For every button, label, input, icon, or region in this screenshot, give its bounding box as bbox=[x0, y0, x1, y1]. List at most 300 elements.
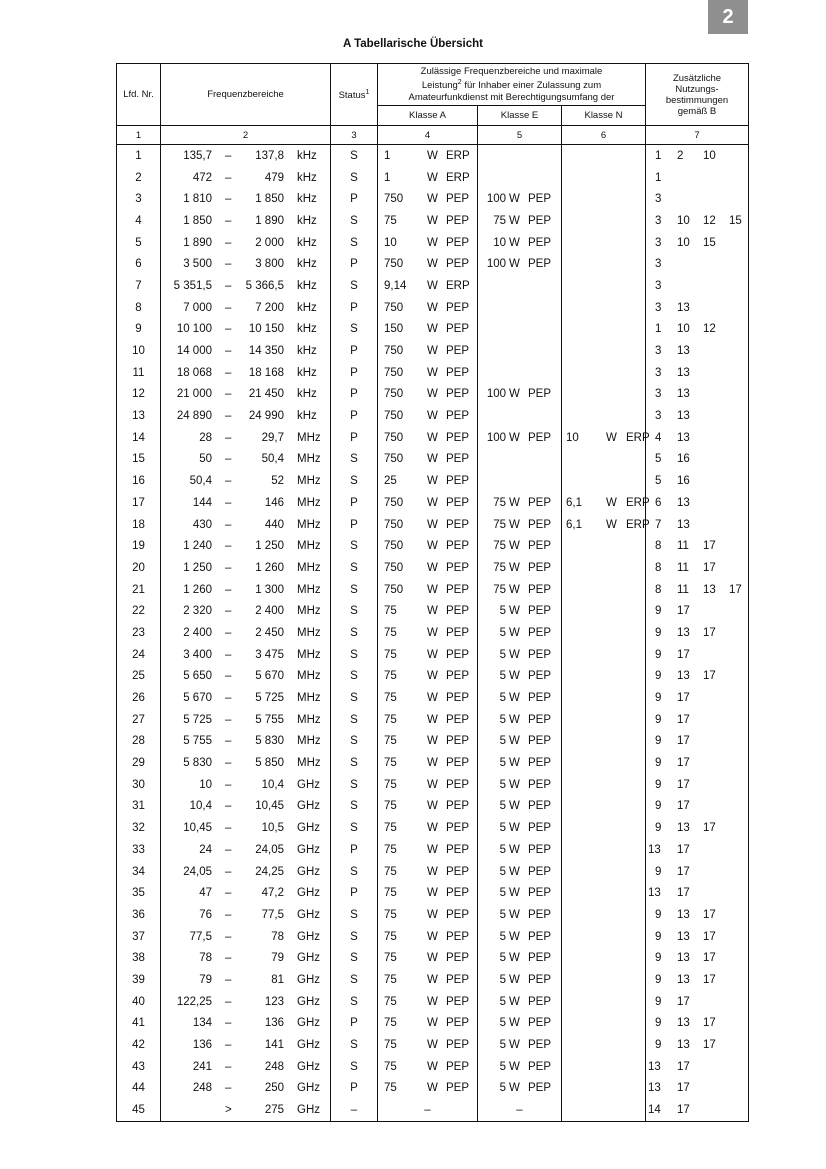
power-klasse-n-cell bbox=[562, 210, 646, 232]
power-klasse-e bbox=[478, 947, 561, 969]
bestimmung-ref: 17 bbox=[677, 735, 690, 748]
row-number: 43 bbox=[117, 1056, 161, 1078]
header-zulaessige-line2b: für Inhaber einer Zulassung zum bbox=[461, 80, 602, 92]
power-klasse-a-cell bbox=[378, 405, 478, 427]
power-klasse-e bbox=[478, 796, 561, 818]
frequency-lower: 5 755 bbox=[183, 735, 212, 748]
power-klasse-e-mode: PEP bbox=[528, 930, 552, 943]
power-klasse-e-watt: W bbox=[509, 1060, 520, 1073]
power-klasse-a-watt: W bbox=[427, 930, 438, 943]
bestimmung-ref: 14 bbox=[648, 1104, 661, 1117]
power-klasse-e-watt: W bbox=[509, 692, 520, 705]
status-cell: S bbox=[331, 666, 378, 688]
power-klasse-a-cell bbox=[378, 297, 478, 319]
table-row bbox=[117, 687, 749, 709]
bestimmungen bbox=[646, 1013, 748, 1035]
bestimmung-ref: 13 bbox=[677, 518, 690, 531]
column-number-6: 6 bbox=[562, 126, 646, 145]
power-klasse-a-watt: W bbox=[427, 561, 438, 574]
power-klasse-n-cell bbox=[562, 319, 646, 341]
frequency-unit: MHz bbox=[297, 540, 321, 553]
frequency-unit: MHz bbox=[297, 626, 321, 639]
power-klasse-e-value: 100 bbox=[486, 193, 506, 206]
table-row bbox=[117, 622, 749, 644]
power-klasse-a-cell bbox=[378, 817, 478, 839]
power-klasse-e bbox=[478, 492, 561, 514]
power-klasse-a bbox=[378, 861, 477, 883]
frequency-range-cell bbox=[161, 926, 331, 948]
table-row bbox=[117, 644, 749, 666]
bestimmung-ref: 17 bbox=[703, 561, 716, 574]
power-klasse-e bbox=[478, 839, 561, 861]
power-klasse-a-value: 75 bbox=[384, 757, 397, 770]
bestimmung-ref: 17 bbox=[729, 583, 742, 596]
bestimmungen-cell bbox=[646, 275, 749, 297]
frequency-range-cell bbox=[161, 622, 331, 644]
power-klasse-e-value: 5 bbox=[499, 1017, 506, 1030]
power-klasse-e-cell bbox=[478, 947, 562, 969]
power-klasse-a bbox=[378, 492, 477, 514]
power-klasse-e bbox=[478, 926, 561, 948]
power-klasse-e-cell bbox=[478, 492, 562, 514]
power-klasse-a-cell bbox=[378, 796, 478, 818]
power-klasse-e bbox=[478, 1013, 561, 1035]
power-klasse-e-value: 75 bbox=[493, 583, 506, 596]
bestimmung-ref: 9 bbox=[655, 822, 662, 835]
power-klasse-e-cell bbox=[478, 644, 562, 666]
range-separator: – bbox=[225, 605, 232, 618]
power-klasse-n-cell bbox=[562, 1013, 646, 1035]
bestimmungen bbox=[646, 839, 748, 861]
bestimmung-ref: 13 bbox=[677, 626, 690, 639]
power-klasse-e-mode: PEP bbox=[528, 692, 552, 705]
frequency-upper: 18 168 bbox=[248, 366, 284, 379]
bestimmungen-cell bbox=[646, 926, 749, 948]
row-number: 14 bbox=[117, 427, 161, 449]
power-klasse-n-cell bbox=[562, 188, 646, 210]
frequency-range bbox=[161, 145, 330, 167]
frequency-unit: GHz bbox=[297, 778, 320, 791]
power-klasse-n-cell bbox=[562, 796, 646, 818]
power-klasse-n-cell bbox=[562, 1056, 646, 1078]
frequency-unit: MHz bbox=[297, 496, 321, 509]
bestimmungen-cell bbox=[646, 167, 749, 189]
power-klasse-n-cell bbox=[562, 427, 650, 449]
status-cell: S bbox=[331, 622, 378, 644]
frequency-upper: 21 450 bbox=[248, 388, 284, 401]
frequency-upper: 10,45 bbox=[255, 800, 284, 813]
power-klasse-a-cell bbox=[378, 557, 478, 579]
frequency-upper: 5 725 bbox=[255, 692, 284, 705]
frequency-range bbox=[161, 709, 330, 731]
power-klasse-a bbox=[378, 275, 477, 297]
power-klasse-a-mode: PEP bbox=[446, 692, 470, 705]
power-klasse-a-cell bbox=[378, 449, 478, 471]
power-klasse-n-cell bbox=[562, 969, 646, 991]
bestimmung-ref: 10 bbox=[677, 236, 690, 249]
table-row bbox=[117, 384, 749, 406]
frequency-lower: 78 bbox=[199, 952, 212, 965]
power-klasse-a-watt: W bbox=[427, 323, 438, 336]
frequency-upper: 1 850 bbox=[255, 193, 284, 206]
power-klasse-a-mode: PEP bbox=[446, 865, 470, 878]
frequency-range-cell bbox=[161, 232, 331, 254]
power-klasse-n-cell bbox=[562, 731, 646, 753]
bestimmungen-cell bbox=[646, 687, 749, 709]
frequency-range bbox=[161, 514, 330, 536]
power-klasse-a-mode: PEP bbox=[446, 908, 470, 921]
bestimmung-ref: 1 bbox=[655, 323, 662, 336]
bestimmungen bbox=[646, 796, 748, 818]
power-klasse-e-cell bbox=[478, 969, 562, 991]
power-klasse-n bbox=[562, 492, 650, 514]
power-klasse-n-cell bbox=[562, 644, 646, 666]
bestimmungen-cell bbox=[646, 752, 749, 774]
power-klasse-a-mode: PEP bbox=[446, 453, 470, 466]
power-klasse-a-value: 25 bbox=[384, 475, 397, 488]
bestimmungen bbox=[646, 666, 748, 688]
frequency-lower: 2 320 bbox=[183, 605, 212, 618]
power-klasse-a bbox=[378, 579, 477, 601]
bestimmungen-cell bbox=[646, 514, 749, 536]
table-row bbox=[117, 731, 749, 753]
frequency-upper: 1 890 bbox=[255, 214, 284, 227]
frequency-unit: GHz bbox=[297, 843, 320, 856]
status-cell: P bbox=[331, 188, 378, 210]
power-klasse-e-value: 5 bbox=[499, 713, 506, 726]
power-klasse-a bbox=[378, 535, 477, 557]
power-klasse-a bbox=[378, 644, 477, 666]
status-cell: S bbox=[331, 232, 378, 254]
bestimmungen bbox=[646, 991, 748, 1013]
bestimmung-ref: 17 bbox=[677, 1060, 690, 1073]
power-klasse-e bbox=[478, 579, 561, 601]
row-number: 39 bbox=[117, 969, 161, 991]
frequency-table-body bbox=[117, 145, 749, 1122]
range-separator: > bbox=[225, 1104, 232, 1117]
power-klasse-a bbox=[378, 731, 477, 753]
bestimmung-ref: 13 bbox=[677, 908, 690, 921]
power-klasse-a-mode: PEP bbox=[446, 366, 470, 379]
bestimmung-ref: 13 bbox=[677, 1017, 690, 1030]
power-klasse-e-mode: PEP bbox=[528, 952, 552, 965]
frequency-range-cell bbox=[161, 1056, 331, 1078]
power-klasse-a-value: 75 bbox=[384, 735, 397, 748]
status-cell: S bbox=[331, 991, 378, 1013]
power-klasse-n-cell bbox=[562, 297, 646, 319]
frequency-upper: 50,4 bbox=[261, 453, 284, 466]
power-klasse-e-watt: W bbox=[509, 908, 520, 921]
frequency-range bbox=[161, 319, 330, 341]
bestimmung-ref: 13 bbox=[677, 366, 690, 379]
power-klasse-n-cell bbox=[562, 232, 646, 254]
frequency-range bbox=[161, 492, 330, 514]
power-klasse-e-cell bbox=[478, 709, 562, 731]
power-klasse-a-value: 75 bbox=[384, 713, 397, 726]
power-klasse-a-watt: W bbox=[427, 735, 438, 748]
power-klasse-e-watt: W bbox=[509, 670, 520, 683]
frequency-lower: 7 000 bbox=[183, 301, 212, 314]
power-klasse-a-watt: W bbox=[427, 366, 438, 379]
power-klasse-a-cell bbox=[378, 687, 478, 709]
power-klasse-e-value: 5 bbox=[499, 735, 506, 748]
power-klasse-e-value: 5 bbox=[499, 908, 506, 921]
bestimmung-ref: 13 bbox=[648, 1060, 661, 1073]
power-klasse-e-mode: PEP bbox=[528, 648, 552, 661]
power-klasse-e-cell bbox=[478, 1034, 562, 1056]
bestimmungen bbox=[646, 947, 748, 969]
bestimmungen bbox=[646, 340, 748, 362]
power-klasse-a-value: 1 bbox=[384, 149, 391, 162]
power-klasse-e-mode: PEP bbox=[528, 1060, 552, 1073]
power-klasse-a bbox=[378, 817, 477, 839]
frequency-upper: 1 300 bbox=[255, 583, 284, 596]
power-klasse-e bbox=[478, 752, 561, 774]
power-klasse-a-watt: W bbox=[427, 995, 438, 1008]
power-klasse-a-value: 75 bbox=[384, 626, 397, 639]
status-cell: P bbox=[331, 492, 378, 514]
frequency-range bbox=[161, 622, 330, 644]
bestimmungen bbox=[646, 1099, 748, 1121]
power-klasse-a-value: 750 bbox=[384, 258, 404, 271]
bestimmungen-cell bbox=[646, 622, 749, 644]
power-klasse-n-mode: ERP bbox=[626, 431, 650, 444]
bestimmungen-cell bbox=[646, 839, 749, 861]
power-klasse-e-mode: PEP bbox=[528, 214, 552, 227]
power-klasse-n bbox=[562, 427, 650, 449]
bestimmungen bbox=[646, 275, 748, 297]
frequency-upper: 1 260 bbox=[255, 561, 284, 574]
row-number: 8 bbox=[117, 297, 161, 319]
power-klasse-e-cell bbox=[478, 253, 562, 275]
bestimmung-ref: 9 bbox=[655, 778, 662, 791]
range-separator: – bbox=[225, 475, 232, 488]
frequency-range bbox=[161, 687, 330, 709]
power-klasse-e bbox=[478, 210, 561, 232]
frequency-unit: GHz bbox=[297, 1017, 320, 1030]
power-klasse-a-value: 750 bbox=[384, 453, 404, 466]
power-klasse-e-watt: W bbox=[509, 648, 520, 661]
power-klasse-a-value: 75 bbox=[384, 1082, 397, 1095]
power-klasse-e bbox=[478, 232, 561, 254]
bestimmung-ref: 9 bbox=[655, 735, 662, 748]
power-klasse-e-watt: W bbox=[509, 193, 520, 206]
power-klasse-e-watt: W bbox=[509, 1082, 520, 1095]
bestimmung-ref: 13 bbox=[677, 952, 690, 965]
frequency-range bbox=[161, 470, 330, 492]
frequency-lower: 10,45 bbox=[183, 822, 212, 835]
bestimmung-ref: 3 bbox=[655, 236, 662, 249]
power-klasse-a-mode: PEP bbox=[446, 475, 470, 488]
status-cell: S bbox=[331, 535, 378, 557]
bestimmungen-cell bbox=[646, 579, 749, 601]
power-klasse-e-mode: PEP bbox=[528, 973, 552, 986]
table-row bbox=[117, 839, 749, 861]
bestimmung-ref: 13 bbox=[677, 670, 690, 683]
bestimmung-ref: 17 bbox=[677, 1082, 690, 1095]
range-separator: – bbox=[225, 713, 232, 726]
frequency-range-cell bbox=[161, 600, 331, 622]
frequency-range-cell bbox=[161, 817, 331, 839]
bestimmung-ref: 8 bbox=[655, 561, 662, 574]
frequency-upper: 24 990 bbox=[248, 410, 284, 423]
frequency-range-cell bbox=[161, 362, 331, 384]
power-klasse-a-value: 75 bbox=[384, 800, 397, 813]
power-klasse-a-cell bbox=[378, 470, 478, 492]
power-klasse-e-cell bbox=[478, 427, 562, 449]
frequency-upper: 29,7 bbox=[261, 431, 284, 444]
power-klasse-e bbox=[478, 882, 561, 904]
power-klasse-n-watt: W bbox=[606, 496, 617, 509]
power-klasse-a bbox=[378, 926, 477, 948]
power-klasse-a-watt: W bbox=[427, 757, 438, 770]
power-klasse-a bbox=[378, 600, 477, 622]
bestimmung-ref: 15 bbox=[703, 236, 716, 249]
frequency-range-cell bbox=[161, 297, 331, 319]
power-klasse-a-watt: W bbox=[427, 1017, 438, 1030]
power-klasse-n-cell bbox=[562, 774, 646, 796]
power-klasse-a-mode: PEP bbox=[446, 995, 470, 1008]
frequency-lower: 10 100 bbox=[176, 323, 212, 336]
power-klasse-n-value: 6,1 bbox=[566, 518, 582, 531]
bestimmungen-cell bbox=[646, 188, 749, 210]
frequency-range bbox=[161, 449, 330, 471]
power-klasse-a-cell bbox=[378, 644, 478, 666]
power-klasse-e-watt: W bbox=[509, 952, 520, 965]
row-number: 45 bbox=[117, 1099, 161, 1121]
frequency-range bbox=[161, 666, 330, 688]
power-klasse-a-mode: PEP bbox=[446, 236, 470, 249]
power-klasse-e-value: 5 bbox=[499, 1060, 506, 1073]
row-number: 19 bbox=[117, 535, 161, 557]
row-number: 40 bbox=[117, 991, 161, 1013]
power-klasse-e-value: 5 bbox=[499, 692, 506, 705]
frequency-unit: GHz bbox=[297, 1082, 320, 1095]
frequency-unit: kHz bbox=[297, 345, 317, 358]
power-klasse-a bbox=[378, 752, 477, 774]
frequency-range-cell bbox=[161, 991, 331, 1013]
table-row bbox=[117, 470, 749, 492]
page-number-badge: 2 bbox=[708, 0, 748, 34]
frequency-upper: 136 bbox=[264, 1017, 284, 1030]
bestimmung-ref: 17 bbox=[677, 887, 690, 900]
frequency-range-cell bbox=[161, 1013, 331, 1035]
power-klasse-e-watt: W bbox=[509, 236, 520, 249]
power-klasse-a-cell bbox=[378, 904, 478, 926]
range-separator: – bbox=[225, 171, 232, 184]
range-separator: – bbox=[225, 323, 232, 336]
power-klasse-n-cell bbox=[562, 1099, 646, 1121]
table-row bbox=[117, 904, 749, 926]
power-klasse-a-cell bbox=[378, 752, 478, 774]
bestimmungen-cell bbox=[646, 1078, 749, 1100]
range-separator: – bbox=[225, 778, 232, 791]
frequency-lower: 5 670 bbox=[183, 692, 212, 705]
frequency-unit: GHz bbox=[297, 1039, 320, 1052]
frequency-upper: 141 bbox=[264, 1039, 284, 1052]
status-cell: S bbox=[331, 644, 378, 666]
power-klasse-a-value: 75 bbox=[384, 822, 397, 835]
power-klasse-a-mode: PEP bbox=[446, 1060, 470, 1073]
bestimmungen-cell bbox=[646, 297, 749, 319]
power-klasse-e-value: 75 bbox=[493, 214, 506, 227]
power-klasse-e-cell bbox=[478, 340, 562, 362]
frequency-range bbox=[161, 861, 330, 883]
power-klasse-e-mode: PEP bbox=[528, 1039, 552, 1052]
power-klasse-a-cell bbox=[378, 991, 478, 1013]
bestimmung-ref: 9 bbox=[655, 995, 662, 1008]
power-klasse-n-value: 10 bbox=[566, 431, 579, 444]
status-cell: S bbox=[331, 687, 378, 709]
bestimmungen bbox=[646, 188, 748, 210]
power-klasse-n-mode: ERP bbox=[626, 496, 650, 509]
power-klasse-a bbox=[378, 210, 477, 232]
frequency-unit: kHz bbox=[297, 388, 317, 401]
power-klasse-a-mode: PEP bbox=[446, 214, 470, 227]
row-number: 35 bbox=[117, 882, 161, 904]
power-klasse-n-cell bbox=[562, 492, 650, 514]
header-status-footnote: 1 bbox=[365, 89, 370, 97]
power-klasse-e bbox=[478, 384, 561, 406]
power-klasse-a-cell bbox=[378, 969, 478, 991]
bestimmung-ref: 17 bbox=[677, 800, 690, 813]
frequency-lower: 1 850 bbox=[183, 214, 212, 227]
frequency-unit: kHz bbox=[297, 301, 317, 314]
power-klasse-a-mode: ERP bbox=[446, 149, 470, 162]
frequency-range-cell bbox=[161, 644, 331, 666]
row-number: 37 bbox=[117, 926, 161, 948]
range-separator: – bbox=[225, 822, 232, 835]
range-separator: – bbox=[225, 540, 232, 553]
power-klasse-a-cell bbox=[378, 839, 478, 861]
header-zusaetzliche: Zusätzliche Nutzungs- bestimmungen gemäß B bbox=[646, 64, 749, 126]
power-klasse-e-watt: W bbox=[509, 214, 520, 227]
bestimmung-ref: 1 bbox=[655, 149, 662, 162]
power-klasse-e-watt: W bbox=[509, 561, 520, 574]
frequency-unit: MHz bbox=[297, 605, 321, 618]
header-klasse-a: Klasse A bbox=[378, 106, 478, 126]
status-cell: S bbox=[331, 275, 378, 297]
header-zulaessige bbox=[378, 64, 646, 106]
frequency-range-cell bbox=[161, 709, 331, 731]
bestimmungen bbox=[646, 969, 748, 991]
frequency-upper: 5 366,5 bbox=[245, 279, 284, 292]
frequency-range bbox=[161, 839, 330, 861]
power-klasse-a-value: 750 bbox=[384, 431, 404, 444]
power-klasse-e-cell bbox=[478, 731, 562, 753]
frequency-unit: GHz bbox=[297, 865, 320, 878]
power-klasse-a-cell bbox=[378, 535, 478, 557]
frequency-range bbox=[161, 579, 330, 601]
bestimmungen bbox=[646, 167, 748, 189]
frequency-upper: 1 250 bbox=[255, 540, 284, 553]
power-klasse-e-cell bbox=[478, 1013, 562, 1035]
frequency-range-cell bbox=[161, 1099, 331, 1121]
bestimmung-ref: 12 bbox=[703, 214, 716, 227]
column-number-3: 3 bbox=[331, 126, 378, 145]
power-klasse-e-cell bbox=[478, 319, 562, 341]
power-klasse-a-mode: PEP bbox=[446, 583, 470, 596]
bestimmungen bbox=[646, 362, 748, 384]
power-klasse-n-cell bbox=[562, 709, 646, 731]
bestimmungen-cell bbox=[646, 991, 749, 1013]
row-number: 22 bbox=[117, 600, 161, 622]
power-klasse-e-cell bbox=[478, 579, 562, 601]
table-row bbox=[117, 535, 749, 557]
frequency-range bbox=[161, 817, 330, 839]
column-number-1: 1 bbox=[117, 126, 161, 145]
frequency-upper: 7 200 bbox=[255, 301, 284, 314]
